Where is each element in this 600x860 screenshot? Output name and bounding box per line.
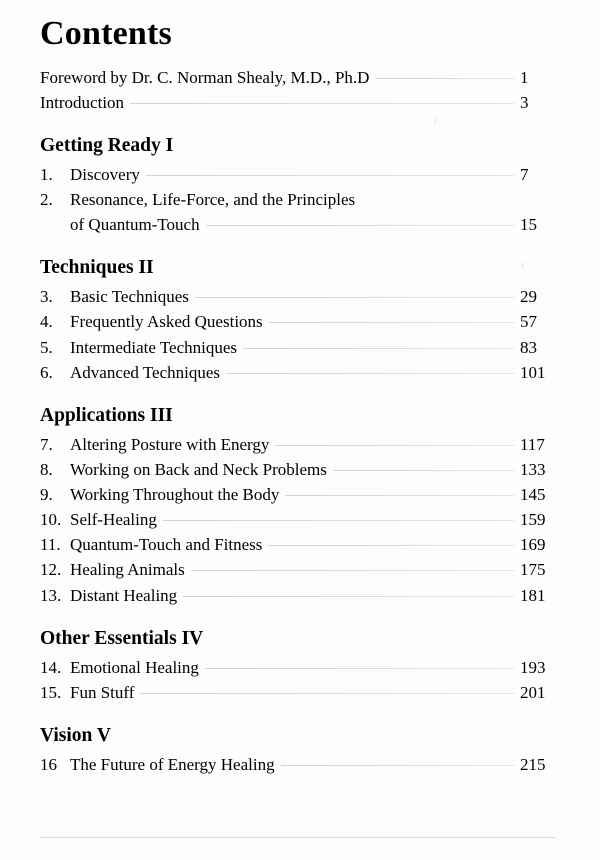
list-item xyxy=(40,91,562,115)
entry-number: 10. xyxy=(40,510,62,530)
leader-rule xyxy=(195,297,514,298)
entry-page-number: 193 xyxy=(520,657,546,677)
leader-rule xyxy=(206,225,514,226)
entry-number: 4. xyxy=(40,312,53,332)
list-item xyxy=(40,361,562,385)
entry-title: Quantum-Touch and Fitness xyxy=(70,535,263,555)
entry-page-number: 159 xyxy=(520,510,546,530)
page-bottom-rule xyxy=(40,837,556,838)
entry-title: Resonance, Life-Force, and the Principles xyxy=(70,190,356,210)
entry-page-number: 145 xyxy=(520,485,546,505)
scan-artifact-tick xyxy=(435,118,436,124)
entry-number: 8. xyxy=(40,459,53,479)
list-item xyxy=(40,584,562,608)
list-item xyxy=(40,433,562,457)
entry-page-number: 201 xyxy=(520,682,546,702)
entry-page-number: 57 xyxy=(520,312,537,332)
leader-rule xyxy=(243,348,514,349)
leader-rule xyxy=(140,693,514,694)
entry-number: 3. xyxy=(40,287,53,307)
list-item xyxy=(40,533,562,557)
list-item xyxy=(40,508,562,532)
entry-title: The Future of Energy Healing xyxy=(70,754,275,774)
list-item xyxy=(40,310,562,334)
leader-rule xyxy=(268,545,514,546)
leader-rule xyxy=(361,200,514,201)
list-item xyxy=(40,753,562,777)
leader-rule xyxy=(375,78,514,79)
entry-page-number: 7 xyxy=(520,164,529,184)
entry-page-number: 169 xyxy=(520,535,546,555)
section-other-essentials xyxy=(38,628,562,705)
entry-page-number: 3 xyxy=(520,92,529,112)
entry-title: Distant Healing xyxy=(70,585,178,605)
entry-title: Intermediate Techniques xyxy=(70,337,238,357)
entry-title: Working on Back and Neck Problems xyxy=(70,459,327,479)
entry-title: Basic Techniques xyxy=(70,287,189,307)
leader-rule xyxy=(163,520,514,521)
entry-number: 6. xyxy=(40,362,53,382)
leader-rule xyxy=(333,470,514,471)
entry-number: 7. xyxy=(40,434,53,454)
list-item xyxy=(40,285,562,309)
page-title: Contents xyxy=(40,15,172,52)
list-item xyxy=(40,558,562,582)
list-item xyxy=(40,681,562,705)
entry-page-number: 133 xyxy=(520,459,546,479)
scan-artifact-tick xyxy=(522,262,523,268)
entry-page-number: 215 xyxy=(520,754,546,774)
list-item xyxy=(40,656,562,680)
entry-number: 2. xyxy=(40,190,53,210)
list-item xyxy=(40,163,562,187)
section-heading: Getting Ready I xyxy=(40,134,174,156)
entry-number: 16 xyxy=(40,754,57,774)
entry-title: Working Throughout the Body xyxy=(70,485,280,505)
section-vision xyxy=(38,725,562,777)
section-getting-ready xyxy=(38,135,562,237)
entry-page-number: 29 xyxy=(520,287,537,307)
section-heading: Vision V xyxy=(40,724,111,746)
leader-rule xyxy=(130,103,514,104)
entry-title: Fun Stuff xyxy=(70,682,135,702)
leader-rule xyxy=(191,570,514,571)
section-heading: Other Essentials IV xyxy=(40,627,204,649)
entry-number: 9. xyxy=(40,485,53,505)
entry-number: 13. xyxy=(40,585,62,605)
section-heading: Applications III xyxy=(40,404,173,426)
leader-rule xyxy=(226,373,514,374)
entry-number: 11. xyxy=(40,535,61,555)
entry-number: 15. xyxy=(40,682,62,702)
leader-rule xyxy=(269,322,514,323)
entry-page-number: 117 xyxy=(520,434,545,454)
list-item xyxy=(40,213,562,237)
section-applications xyxy=(38,405,562,608)
leader-rule xyxy=(275,445,514,446)
entry-title: Discovery xyxy=(70,164,140,184)
leader-rule xyxy=(281,765,514,766)
entry-title: Advanced Techniques xyxy=(70,362,221,382)
frontmatter-list xyxy=(38,66,562,115)
leader-rule xyxy=(285,495,514,496)
leader-rule xyxy=(205,668,514,669)
entry-page-number: 83 xyxy=(520,337,537,357)
list-item xyxy=(40,66,562,90)
entry-page-number: 101 xyxy=(520,362,546,382)
entry-title: Frequently Asked Questions xyxy=(70,312,263,332)
list-item xyxy=(40,336,562,360)
entry-title: Introduction xyxy=(40,92,125,112)
leader-rule xyxy=(146,175,514,176)
entry-title: Self-Healing xyxy=(70,510,157,530)
list-item xyxy=(40,483,562,507)
leader-rule xyxy=(183,596,514,597)
entry-page-number: 15 xyxy=(520,215,537,235)
entry-number: 1. xyxy=(40,164,53,184)
section-heading: Techniques II xyxy=(40,257,154,279)
entry-title: Altering Posture with Energy xyxy=(70,434,270,454)
entry-title: Foreword by Dr. C. Norman Shealy, M.D., Ph.D xyxy=(40,67,370,87)
list-item xyxy=(40,188,562,212)
list-item xyxy=(40,458,562,482)
entry-number: 14. xyxy=(40,657,62,677)
entry-page-number: 175 xyxy=(520,560,546,580)
entry-number: 5. xyxy=(40,337,53,357)
entry-page-number: 1 xyxy=(520,67,529,87)
entry-title: Emotional Healing xyxy=(70,657,199,677)
entry-title: Healing Animals xyxy=(70,560,185,580)
entry-title: of Quantum-Touch xyxy=(70,215,200,235)
entry-page-number: 181 xyxy=(520,585,546,605)
section-techniques xyxy=(38,257,562,385)
entry-number: 12. xyxy=(40,560,62,580)
